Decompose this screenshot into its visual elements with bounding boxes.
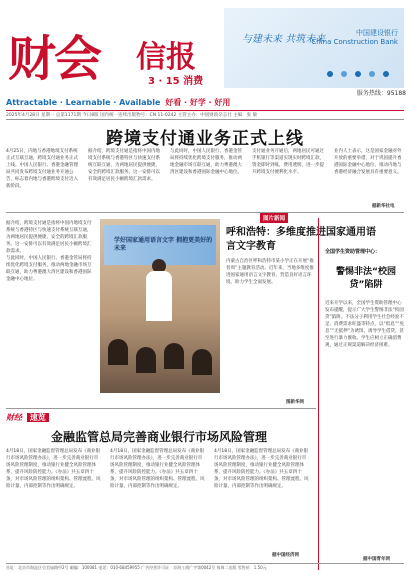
bottom-text-3: 4月18日，国家金融监督管理总局发布《商业银行市场风险管理办法》，进一步完善商业银行市场风险管理制度，推动银行业健全风险管理体系，提升风险防控能力。《办法》共五章四十条，对市场风险管理的组织架构、管理流程、风险计量、内部控制等作出明确规定。 (214, 449, 309, 489)
bottom-column-1 (6, 448, 102, 560)
feature-body-text: 内蒙古自治区呼和浩特市某小学正在开展“推普周”主题教育活动。近年来，当地多维度推进国家通用语言文字教育，营造良好语言环境，助力学生全面发展。 (226, 259, 314, 285)
lead-text-3: 与此同时，中国人民银行、香港金管局将持续优化跨境支付服务，推动两地金融市场互联互通，助力粤港澳大湾区建设和香港国际金融中心地位。 (170, 149, 242, 175)
logo-caihui: 财会 (8, 31, 101, 87)
lead-column-5 (334, 148, 404, 202)
feature-left-text: 据介绍，跨境支付通是指将中国内地境支付系统与香港特区与快速支付系统互联互通，为两地居民提供便捷、安全的跨境汇款服务。这一安排可以有效满足居民小额跨境汇款需求。 (6, 221, 92, 254)
side-column (318, 218, 407, 570)
lead-column-3 (170, 148, 246, 210)
feature-body (226, 258, 314, 403)
lead-byline: 据新华社电 (372, 204, 395, 209)
section-divider-2 (6, 408, 316, 409)
issue-subtitle: 3 · 15 消费 (148, 76, 204, 87)
tagline-cn: 好看 · 好学 · 好用 (165, 98, 231, 107)
ad-bank-name (311, 28, 398, 46)
ad-hotline: 服务热线：95188 (356, 90, 406, 97)
tagline-en: Attractable · Learnable · Available (6, 98, 161, 107)
photo-slide-text: 学好国家通用语言文字 拥抱更美好的未来 (114, 237, 213, 252)
issue-meta: 2025年4月28日 星期一 总第1171期 今日8版 国内统一连续出版物号：CN 11-0242 主管主办：中国财政杂志社 主编：张 敏 (6, 110, 404, 120)
lead-text-1: 4月25日，内地与香港地境支付系统正式互联互通，跨境支付通业务正式上线。中国人民银行、香港金融管理局共同发布跨境支付通业务开通公告，标志着内地与香港跨境支付迈入新阶段。 (6, 149, 78, 189)
student-figure (192, 349, 212, 375)
feature-photo[interactable] (100, 219, 220, 393)
bottom-column-3 (214, 448, 310, 552)
bottom-headline[interactable]: 金融监管总局完善商业银行市场风险管理 (50, 430, 267, 444)
bottom-text-1: 4月18日，国家金融监督管理总局发布《商业银行市场风险管理办法》，进一步完善商业银行市场风险管理制度，推动银行业健全风险管理体系，提升风险防控能力。《办法》共五章四十条，对市场风险管理的组织架构、管理流程、风险计量、内部控制等作出明确规定。 (6, 449, 101, 489)
section-name: 财经 (6, 413, 22, 422)
side-byline: 据中国青年网 (363, 557, 390, 562)
feature-left-column (6, 220, 94, 406)
lead-text-4: 支付通业务开通后，两地居民可通过手机银行等渠道实现实时跨境汇款，资金即时到账，费用透明，进一步提升跨境支付便利化水平。 (252, 149, 324, 175)
masthead (0, 0, 410, 107)
lead-text-5: 业内人士表示，这是国家金融对外开放的重要举措，对于巩固提升香港国际金融中心地位，推动内地与香港经济融合发展具有重要意义。 (334, 149, 402, 175)
lead-column-1 (6, 148, 82, 210)
side-body (325, 300, 405, 550)
side-body-text: 近来开学以来，全国学生资助管理中心发布提醒，提示广大学生警惕非法“校园贷”陷阱。不法分子利用学生社会经验不足、消费需求旺盛等特点，以“低息”“免息”“无抵押”为诱饵，诱导学生借贷，甚至进行暴力催收。学生应树立正确消费观，通过正规渠道解决经济困难。 (325, 301, 404, 348)
ad-bank-en: China Construction Bank (311, 38, 398, 46)
section-tag: 速览 (27, 413, 49, 422)
feature-left-text-2: 与此同时，中国人民银行、香港金管局将持续优化跨境支付服务，推动两地金融市场互联互通，助力粤港澳大湾区建设和香港国际金融中心地位。 (6, 256, 92, 282)
feature-headline[interactable]: 呼和浩特：多维度推进国家通用语言文字教育 (226, 227, 376, 252)
side-headline[interactable]: 警惕非法“校园贷”陷阱 (336, 267, 396, 290)
bottom-byline: 据中国经济网 (272, 553, 299, 558)
bottom-column-2 (110, 448, 206, 560)
section-label (6, 412, 49, 423)
ad-slogan: 与建未来 共筑未来 (242, 34, 326, 45)
lead-text-2: 据介绍，跨境支付通是指将中国内地境支付系统与香港特区与快速支付系统互联互通，为两地居民提供便捷、安全的跨境汇款服务。这一安排可以有效满足居民小额跨境汇款需求。 (88, 149, 160, 182)
lead-column-2 (88, 148, 164, 210)
bottom-text-2: 4月18日，国家金融监督管理总局发布《商业银行市场风险管理办法》，进一步完善商业银行市场风险管理制度，推动银行业健全风险管理体系，提升风险防控能力。《办法》共五章四十条，对市场风险管理的组织架构、管理流程、风险计量、内部控制等作出明确规定。 (110, 449, 205, 489)
student-figure (136, 347, 156, 373)
bank-advertisement[interactable] (224, 8, 404, 88)
lead-headline[interactable]: 跨境支付通业务正式上线 (106, 129, 304, 149)
feature-badge: 图片新闻 (260, 213, 288, 223)
student-figure (108, 339, 128, 365)
logo-xinbao: 信报 (136, 40, 196, 75)
tagline (6, 97, 230, 108)
teacher-figure (146, 271, 172, 321)
section-divider (6, 212, 404, 213)
page-footer: 社址：北京市海淀区皂君庙路甲2号 邮编：100081 电话：010-68459955 广告经营许可证：京海工商广字第0042号 每周二出版 零售价：1.50元 (6, 563, 404, 571)
lead-column-4 (252, 148, 328, 210)
ad-decor-icon (324, 68, 394, 80)
student-figure (164, 343, 184, 369)
side-kicker: 全国学生资助管理中心： (325, 249, 381, 255)
feature-byline: 图新华网 (286, 400, 304, 405)
ad-bank-cn: 中国建设银行 (356, 29, 398, 37)
